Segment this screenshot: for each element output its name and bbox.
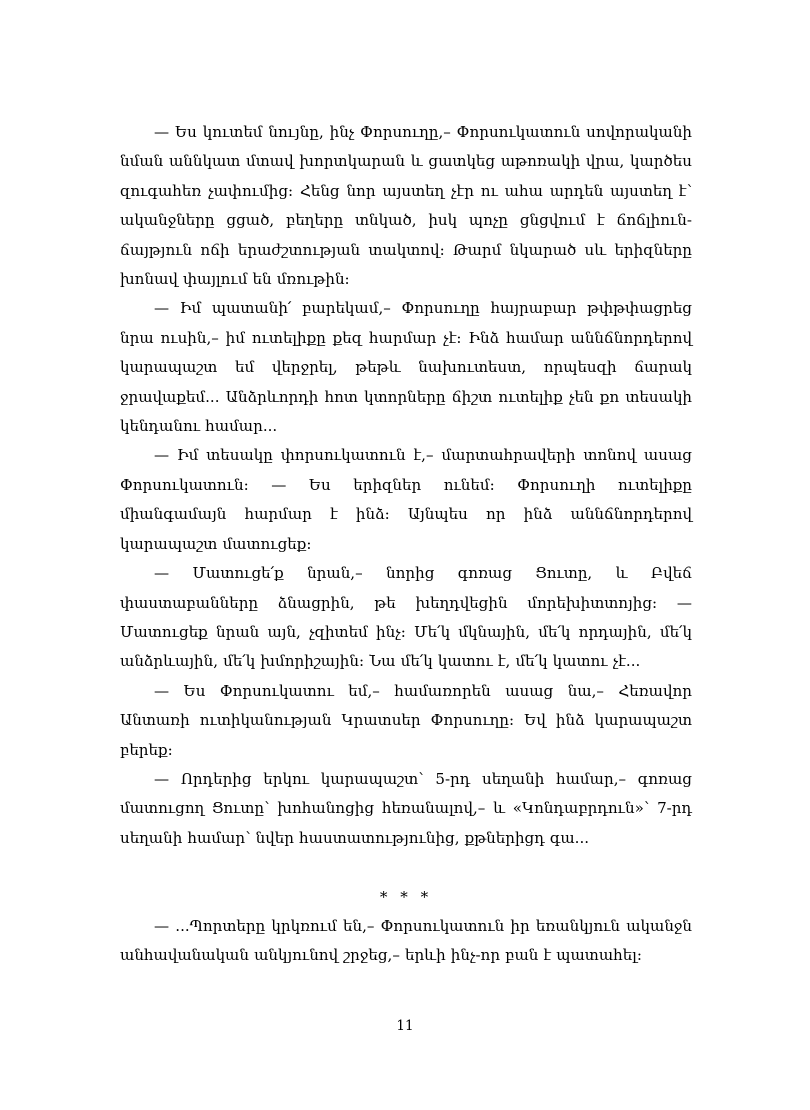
- page-number: 11: [396, 1018, 414, 1034]
- blank-line: [120, 853, 692, 882]
- paragraph: — Իմ տեսակը փորսուկատուն է,– մարտահրավերի տոնով ասաց Փորսուկատուն։ — Ես երիզներ ունեմ։ Փորսուղի ուտելիքը միանգամայն հարմար է ինձ։ Այնպես որ ինձ աննճնորդերով կարապաշտ մատուցեք։: [120, 446, 692, 553]
- page-text-body: [120, 118, 692, 971]
- paragraph: — ...Պորտերը կրկռում են,– Փորսուկատուն իր եռանկյուն ականջն անհավանական անկյունով շրջեց,– երևի ինչ-որ բան է պատահել։: [120, 916, 692, 965]
- paragraph: — Մատուցե՛ք նրան,– նորից գոռաց Ցուտը, և Բվեճ փաստաբանները ձնացրին, թե խեղդվեցին մորեխիտտոյից։ — Մատուցեք նրան այն, չզիտեմ ինչ։ Մե՛կ մկնային, մե՛կ որդային, մե՛կ անձրևային, մե՛կ խմորիշային։ Նա մե՛կ կատու է, մե՛կ կատու չէ...: [120, 564, 692, 671]
- paragraph: — Որդերից երկու կարապաշտ՝ 5-րդ սեղանի համար,– գոռաց մատուցող Ցուտը՝ խոհանոցից հեռանալով,– և «Կոնդաբրդուն»՝ 7-րդ սեղանի համար՝ նվեր հաստատությունից, քթներիցդ գա...: [120, 769, 692, 847]
- section-separator: * * *: [379, 887, 433, 906]
- paragraph: — Ես Փորսուկատու եմ,– համառորեն ասաց նա,– Հեռավոր Անտառի ուտիկանության Կրատսեր Փորսուղը։ Եվ ինձ կարապաշտ բերեք։: [120, 681, 692, 759]
- paragraph: — Ես կուտեմ նույնը, ինչ Փորսուղը,– Փորսուկատուն սովորականի նման աննկատ մտավ խորտկարան և ցատկեց աթոռակի վրա, կարծես զուգահեռ չափումից։ Հենց նոր այստեղ չէր ու ահա արդեն այստեղ է՝ ականջները ցցած, բեղերը տնկած, իսկ պոչը ցնցվում է ճոճլիուն-ճայթյուն ոճի երաժշտության տակտով։ Թարմ նկարած սև երիզները խոնավ փայլում են մռութին։: [120, 123, 692, 289]
- paragraph: — Իմ պատանի՛ բարեկամ,– Փորսուղը հայրաբար թփթփացրեց նրա ուսին,– իմ ուտելիքը քեզ հարմար չէ։ Ինձ համար աննճնորդերով կարապաշտ եմ վերջրել, թեթև նախուտեստ, որպեսզի ճարակ ջրավաքեմ... Անձրևորդի հոտ կտորները ճիշտ ուտելիք չեն քո տեսակի կենդանու համար...: [120, 299, 692, 436]
